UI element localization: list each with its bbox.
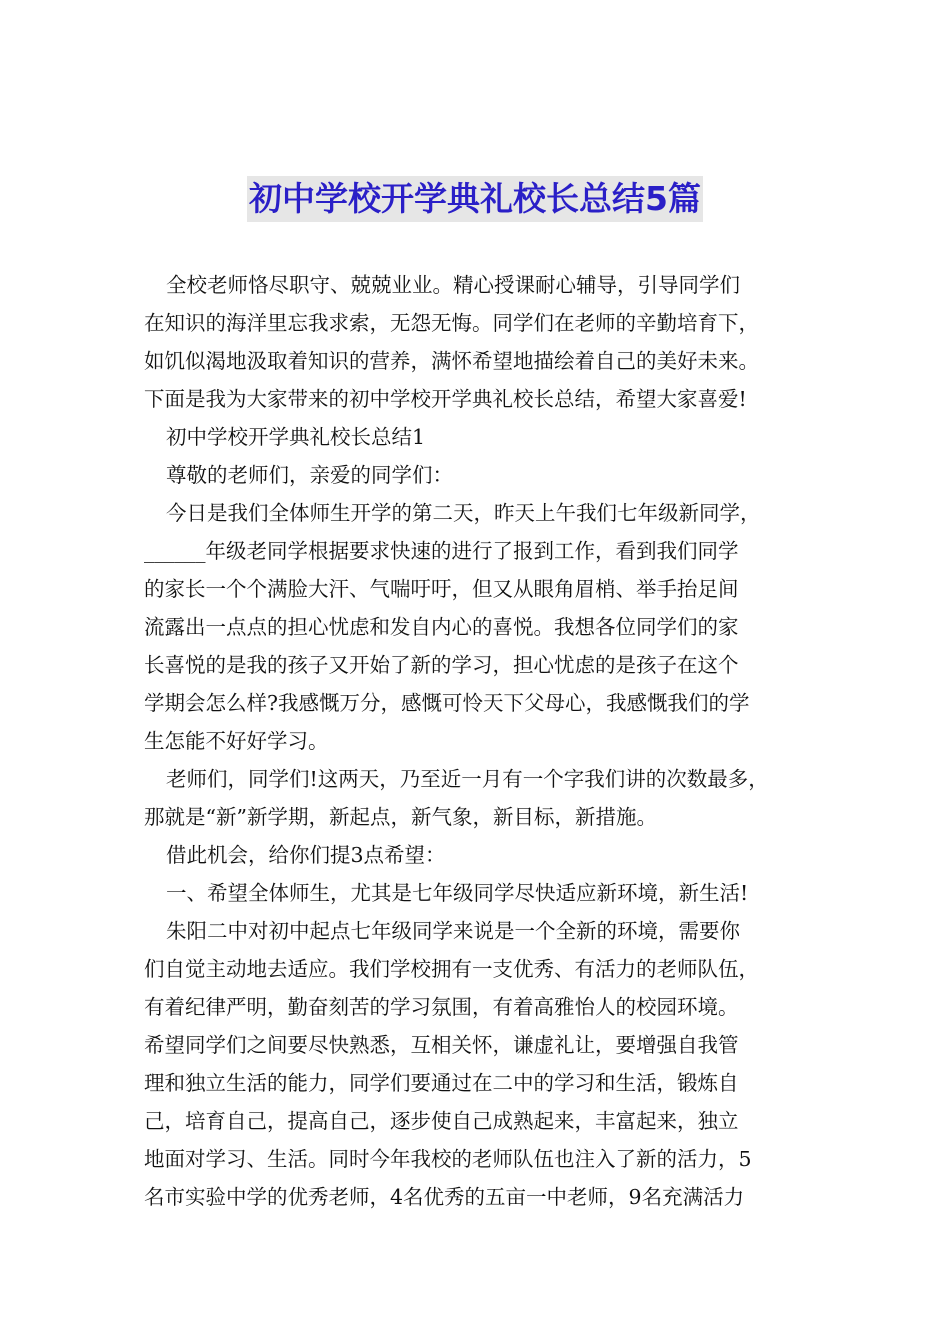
body-line: 学期会怎么样?我感慨万分，感慨可怜天下父母心，我感慨我们的学 xyxy=(144,691,750,715)
body-line: ______年级老同学根据要求快速的进行了报到工作，看到我们同学 xyxy=(144,539,739,563)
body-line: 全校老师恪尽职守、兢兢业业。精心授课耐心辅导，引导同学们 xyxy=(166,273,740,297)
body-line: 老师们，同学们!这两天，乃至近一月有一个字我们讲的次数最多， xyxy=(166,767,769,791)
body-line: 有着纪律严明，勤奋刻苦的学习氛围，有着高雅怡人的校园环境。 xyxy=(144,995,739,1019)
body-line: 流露出一点点的担心忧虑和发自内心的喜悦。我想各位同学们的家 xyxy=(144,615,739,639)
body-line: 的家长一个个满脸大汗、气喘吁吁，但又从眼角眉梢、举手抬足间 xyxy=(144,577,739,601)
document-title: 初中学校开学典礼校长总结5篇 xyxy=(247,176,703,222)
document-body xyxy=(144,266,812,1216)
body-line: 如饥似渴地汲取着知识的营养，满怀希望地描绘着自己的美好未来。 xyxy=(144,349,759,373)
body-line: 名市实验中学的优秀老师，4名优秀的五亩一中老师，9名充满活力 xyxy=(144,1185,745,1209)
body-line: 一、希望全体师生，尤其是七年级同学尽快适应新环境，新生活! xyxy=(166,881,749,905)
body-line: 下面是我为大家带来的初中学校开学典礼校长总结，希望大家喜爱! xyxy=(144,387,747,411)
body-line: 长喜悦的是我的孩子又开始了新的学习，担心忧虑的是孩子在这个 xyxy=(144,653,739,677)
body-line: 朱阳二中对初中起点七年级同学来说是一个全新的环境，需要你 xyxy=(166,919,740,943)
body-line: 地面对学习、生活。同时今年我校的老师队伍也注入了新的活力，5 xyxy=(144,1147,752,1171)
body-line: 初中学校开学典礼校长总结1 xyxy=(166,425,426,449)
body-line: 理和独立生活的能力，同学们要通过在二中的学习和生活，锻炼自 xyxy=(144,1071,739,1095)
body-line: 那就是“新”新学期，新起点，新气象，新目标，新措施。 xyxy=(144,805,657,829)
body-line: 在知识的海洋里忘我求索，无怨无悔。同学们在老师的辛勤培育下， xyxy=(144,311,759,335)
body-line: 今日是我们全体师生开学的第二天，昨天上午我们七年级新同学， xyxy=(166,501,761,525)
body-line: 们自觉主动地去适应。我们学校拥有一支优秀、有活力的老师队伍， xyxy=(144,957,759,981)
body-line: 己，培育自己，提高自己，逐步使自己成熟起来，丰富起来，独立 xyxy=(144,1109,739,1133)
body-line: 希望同学们之间要尽快熟悉，互相关怀，谦虚礼让，要增强自我管 xyxy=(144,1033,739,1057)
title-container xyxy=(0,176,950,222)
body-line: 借此机会，给你们提3点希望： xyxy=(166,843,446,867)
body-line: 尊敬的老师们，亲爱的同学们： xyxy=(166,463,453,487)
body-line: 生怎能不好好学习。 xyxy=(144,729,329,753)
